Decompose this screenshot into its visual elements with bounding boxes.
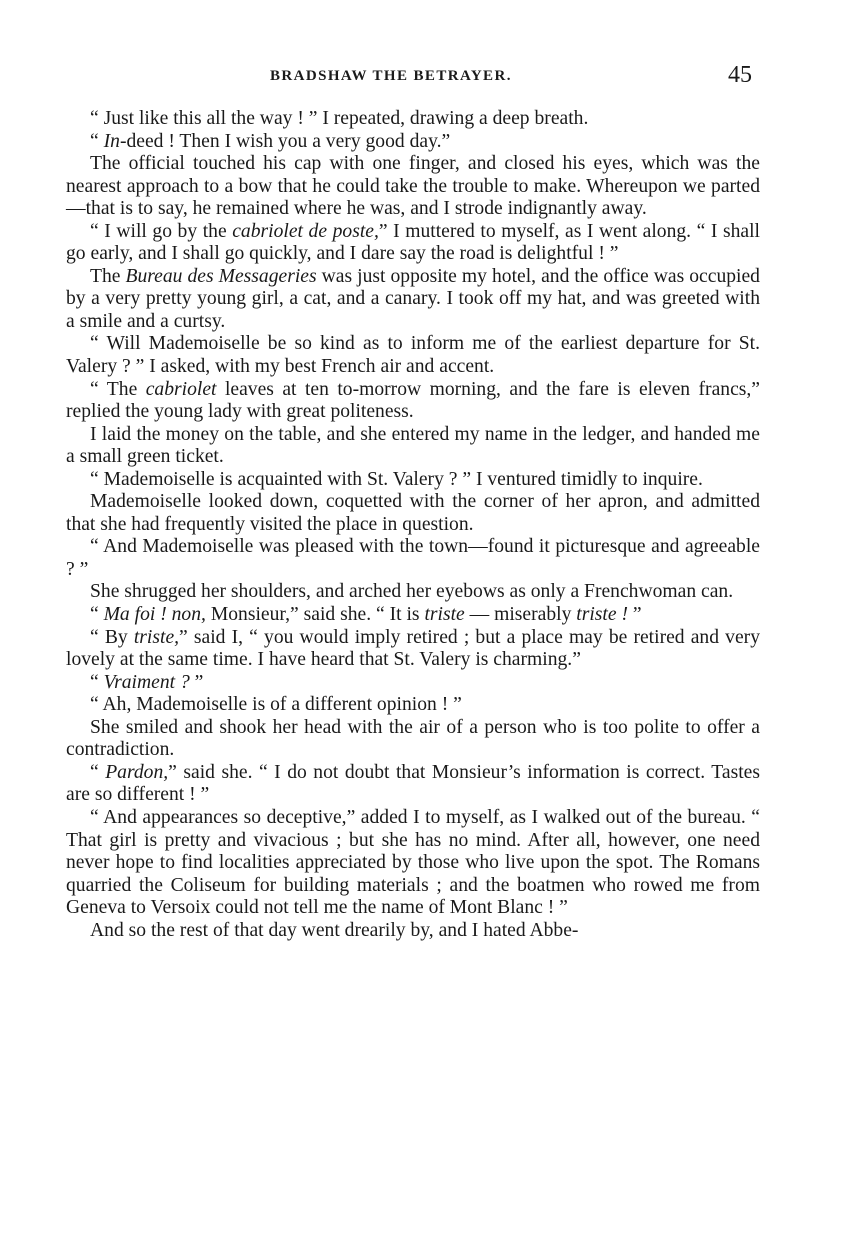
paragraph: “ I will go by the cabriolet de poste,” I muttered to myself, as I went along. “ I shall go early, and I shall go quickly, and I dare say the road is delightful ! ” <box>66 220 760 265</box>
running-head-title: BRADSHAW THE BETRAYER. <box>270 68 512 84</box>
paragraph: I laid the money on the table, and she entered my name in the ledger, and handed me a small green ticket. <box>66 423 760 468</box>
paragraph: The Bureau des Messageries was just opposite my hotel, and the office was occupied by a very pretty young girl, a cat, and a canary. I took off my hat, and was greeted with a smile and a curtsy. <box>66 265 760 332</box>
paragraph: “ Ah, Mademoiselle is of a different opinion ! ” <box>90 694 462 716</box>
paragraph: She smiled and shook her head with the air of a person who is too polite to offer a contradiction. <box>66 716 760 761</box>
paragraph: “ By triste,” said I, “ you would imply retired ; but a place may be retired and very lovely at the same time. I have heard that St. Valery is charming.” <box>66 626 760 671</box>
paragraph: “ The cabriolet leaves at ten to-morrow morning, and the fare is eleven francs,” replied the young lady with great politeness. <box>66 378 760 423</box>
paragraph: “ Pardon,” said she. “ I do not doubt that Monsieur’s information is correct. Tastes are so different ! ” <box>66 761 760 806</box>
paragraph: “ And Mademoiselle was pleased with the town—found it picturesque and agreeable ? ” <box>66 536 760 580</box>
paragraph: “ Just like this all the way ! ” I repeated, drawing a deep breath. <box>90 108 589 129</box>
body-text <box>66 108 760 942</box>
paragraph: “ Mademoiselle is acquainted with St. Valery ? ” I ventured timidly to inquire. <box>90 468 703 490</box>
paragraph: Mademoiselle looked down, coquetted with the corner of her apron, and admitted that she had frequently visited the place in question. <box>66 491 760 535</box>
paragraph: “ Vraiment ? ” <box>90 671 204 693</box>
paragraph: She shrugged her shoulders, and arched her eyebows as only a Frenchwoman can. <box>90 581 734 603</box>
paragraph: “ In-deed ! Then I wish you a very good day.” <box>90 130 451 152</box>
running-head <box>0 62 842 92</box>
paragraph: “ And appearances so deceptive,” added I to myself, as I walked out of the bureau. “ That girl is pretty and vivacious ; but she has no mind. After all, however, one need never hope to find localities appreciated by those who live upon the spot. The Romans quarried the Coliseum for building materials ; and the boatmen who rowed me from Geneva to Versoix could not tell me the name of Mont Blanc ! ” <box>66 806 760 919</box>
page-number: 45 <box>728 62 752 88</box>
paragraph: And so the rest of that day went drearily by, and I hated Abbe- <box>90 919 579 941</box>
paragraph: “ Will Mademoiselle be so kind as to inform me of the earliest departure for St. Valery ? ” I asked, with my best French air and accent. <box>66 333 760 378</box>
paragraph: “ Ma foi ! non, Monsieur,” said she. “ It is triste — miserably triste ! ” <box>90 604 642 626</box>
paragraph: The official touched his cap with one finger, and closed his eyes, which was the nearest approach to a bow that he could take the trouble to make. Whereupon we parted—that is to say, he remained where he was, and I strode indignantly away. <box>66 153 760 220</box>
